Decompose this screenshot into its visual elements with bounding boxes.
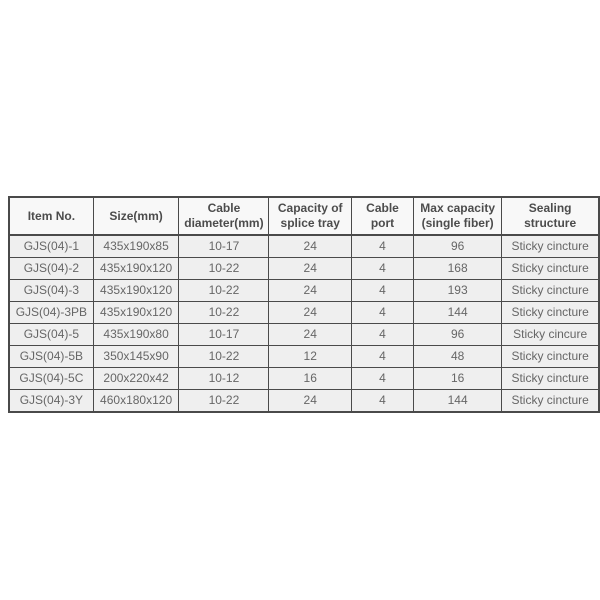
column-header: Cable diameter(mm) (179, 197, 269, 235)
table-cell: Sticky cincture (502, 390, 599, 413)
table-cell: 10-22 (179, 258, 269, 280)
table-cell: GJS(04)-3Y (9, 390, 93, 413)
table-cell: 144 (414, 390, 502, 413)
table-cell: 200x220x42 (93, 368, 179, 390)
column-header: Size(mm) (93, 197, 179, 235)
table-cell: GJS(04)-5B (9, 346, 93, 368)
table-cell: GJS(04)-3PB (9, 302, 93, 324)
table-cell: 350x145x90 (93, 346, 179, 368)
table-cell: 96 (414, 235, 502, 258)
table-cell: 435x190x85 (93, 235, 179, 258)
table-cell: 4 (351, 324, 413, 346)
table-row (9, 324, 599, 346)
table-cell: 16 (414, 368, 502, 390)
table-cell: Sticky cincture (502, 368, 599, 390)
table-cell: Sticky cincture (502, 346, 599, 368)
table-cell: 4 (351, 346, 413, 368)
table-row (9, 258, 599, 280)
table-row (9, 368, 599, 390)
table-row (9, 280, 599, 302)
table-cell: 96 (414, 324, 502, 346)
table-cell: 10-22 (179, 346, 269, 368)
table-cell: 4 (351, 368, 413, 390)
table-cell: 4 (351, 280, 413, 302)
table-cell: 12 (269, 346, 352, 368)
column-header: Max capacity (single fiber) (414, 197, 502, 235)
table-cell: 24 (269, 302, 352, 324)
table-cell: 24 (269, 258, 352, 280)
table-cell: 10-22 (179, 302, 269, 324)
table-cell: 24 (269, 280, 352, 302)
table-cell: Sticky cincure (502, 324, 599, 346)
table-row (9, 235, 599, 258)
table-cell: 460x180x120 (93, 390, 179, 413)
table-cell: Sticky cincture (502, 302, 599, 324)
column-header: Capacity of splice tray (269, 197, 352, 235)
table-cell: 10-22 (179, 390, 269, 413)
table-cell: Sticky cincture (502, 235, 599, 258)
table-cell: 435x190x120 (93, 258, 179, 280)
column-header: Sealing structure (502, 197, 599, 235)
table-row (9, 302, 599, 324)
table-header-row (9, 197, 599, 235)
table-cell: 10-22 (179, 280, 269, 302)
column-header: Cable port (351, 197, 413, 235)
table-cell: 435x190x120 (93, 302, 179, 324)
product-spec-table (8, 196, 600, 413)
table-cell: GJS(04)-1 (9, 235, 93, 258)
table-cell: 4 (351, 258, 413, 280)
table-cell: GJS(04)-5 (9, 324, 93, 346)
table-cell: 435x190x80 (93, 324, 179, 346)
table-cell: 16 (269, 368, 352, 390)
table-cell: 10-17 (179, 235, 269, 258)
table-cell: 193 (414, 280, 502, 302)
table-cell: 24 (269, 235, 352, 258)
table-cell: 435x190x120 (93, 280, 179, 302)
table-cell: 4 (351, 390, 413, 413)
table-row (9, 346, 599, 368)
table-row (9, 390, 599, 413)
column-header: Item No. (9, 197, 93, 235)
table-cell: GJS(04)-3 (9, 280, 93, 302)
table-cell: 10-17 (179, 324, 269, 346)
table-cell: 24 (269, 324, 352, 346)
table-cell: 4 (351, 235, 413, 258)
table-cell: Sticky cincture (502, 280, 599, 302)
table-header (9, 197, 599, 235)
table-cell: GJS(04)-2 (9, 258, 93, 280)
table-cell: 168 (414, 258, 502, 280)
table-cell: 48 (414, 346, 502, 368)
table-cell: 144 (414, 302, 502, 324)
table-cell: Sticky cincture (502, 258, 599, 280)
table-cell: 24 (269, 390, 352, 413)
table-body (9, 235, 599, 412)
table-cell: GJS(04)-5C (9, 368, 93, 390)
table-cell: 4 (351, 302, 413, 324)
table-cell: 10-12 (179, 368, 269, 390)
